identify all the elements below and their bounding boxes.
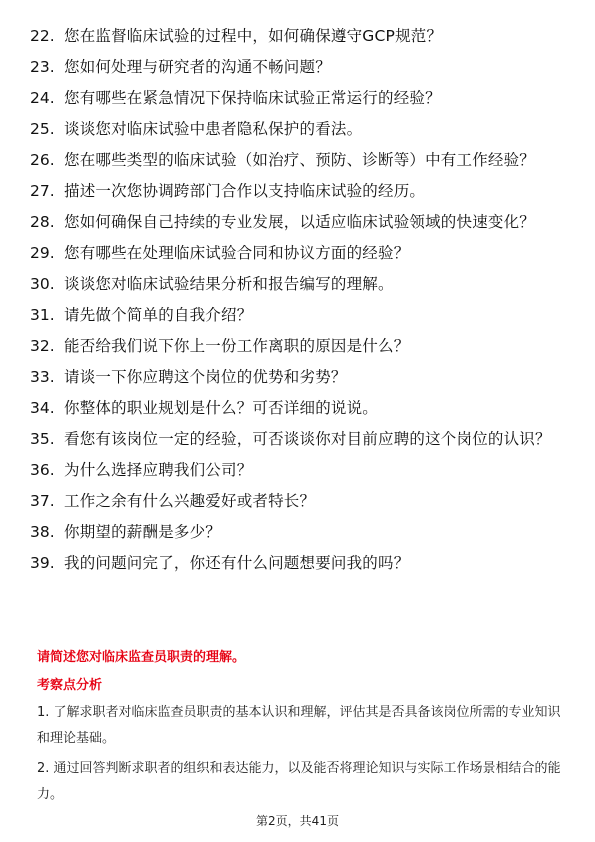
question-text: 谈谈您对临床试验中患者隐私保护的看法。: [64, 120, 363, 138]
question-text: 您在哪些类型的临床试验（如治疗、预防、诊断等）中有工作经验？: [64, 151, 536, 169]
question-number: 38.: [30, 523, 55, 541]
analysis-points: [37, 700, 565, 812]
list-item: [30, 489, 570, 514]
question-number: 24.: [30, 89, 55, 107]
question-number: 36.: [30, 461, 55, 479]
question-number: 29.: [30, 244, 55, 262]
question-text: 您如何处理与研究者的沟通不畅问题？: [64, 58, 331, 76]
question-number: 22.: [30, 27, 55, 45]
page-number: 第2页，共41页: [256, 814, 339, 828]
question-number: 34.: [30, 399, 55, 417]
question-number: 31.: [30, 306, 55, 324]
question-number: 27.: [30, 182, 55, 200]
list-item: [30, 210, 570, 235]
question-list: [30, 24, 570, 582]
question-text: 描述一次您协调跨部门合作以支持临床试验的经历。: [64, 182, 426, 200]
question-number: 25.: [30, 120, 55, 138]
list-item: [30, 520, 570, 545]
list-item: [30, 117, 570, 142]
question-text: 看您有该岗位一定的经验，可否谈谈你对目前应聘的这个岗位的认识？: [64, 430, 551, 448]
question-number: 37.: [30, 492, 55, 510]
question-text: 你期望的薪酬是多少？: [64, 523, 222, 541]
analysis-point: 2. 通过回答判断求职者的组织和表达能力，以及能否将理论知识与实际工作场景相结合的能力。: [37, 761, 561, 802]
list-item: [30, 272, 570, 297]
question-number: 26.: [30, 151, 55, 169]
list-item: [30, 365, 570, 390]
list-item: [30, 86, 570, 111]
question-text: 您有哪些在紧急情况下保持临床试验正常运行的经验？: [64, 89, 441, 107]
question-text: 您有哪些在处理临床试验合同和协议方面的经验？: [64, 244, 410, 262]
list-item: [30, 241, 570, 266]
list-item: [30, 551, 570, 576]
list-item: [30, 179, 570, 204]
section-title: 请简述您对临床监查员职责的理解。: [37, 650, 246, 665]
question-text: 请先做个简单的自我介绍？: [64, 306, 253, 324]
question-text: 你整体的职业规划是什么？可否详细的说说。: [64, 399, 379, 417]
question-text: 为什么选择应聘我们公司？: [64, 461, 253, 479]
list-item: [30, 458, 570, 483]
question-number: 32.: [30, 337, 55, 355]
question-number: 23.: [30, 58, 55, 76]
list-item: [30, 24, 570, 49]
question-number: 39.: [30, 554, 55, 572]
question-text: 您在监督临床试验的过程中，如何确保遵守GCP规范？: [64, 27, 443, 45]
analysis-point: 1. 了解求职者对临床监查员职责的基本认识和理解，评估其是否具备该岗位所需的专业知识和理论基础。: [37, 705, 561, 746]
question-text: 请谈一下你应聘这个岗位的优势和劣势？: [64, 368, 347, 386]
question-text: 谈谈您对临床试验结果分析和报告编写的理解。: [64, 275, 394, 293]
question-text: 工作之余有什么兴趣爱好或者特长？: [64, 492, 316, 510]
list-item: [30, 396, 570, 421]
question-number: 30.: [30, 275, 55, 293]
question-text: 我的问题问完了，你还有什么问题想要问我的吗？: [64, 554, 410, 572]
list-item: [30, 334, 570, 359]
list-item: [30, 55, 570, 80]
question-text: 您如何确保自己持续的专业发展，以适应临床试验领域的快速变化？: [64, 213, 536, 231]
question-number: 35.: [30, 430, 55, 448]
list-item: [30, 303, 570, 328]
list-item: [30, 148, 570, 173]
question-number: 33.: [30, 368, 55, 386]
question-number: 28.: [30, 213, 55, 231]
question-text: 能否给我们说下你上一份工作离职的原因是什么？: [64, 337, 410, 355]
list-item: [30, 427, 570, 452]
analysis-subtitle: 考察点分析: [37, 678, 103, 693]
